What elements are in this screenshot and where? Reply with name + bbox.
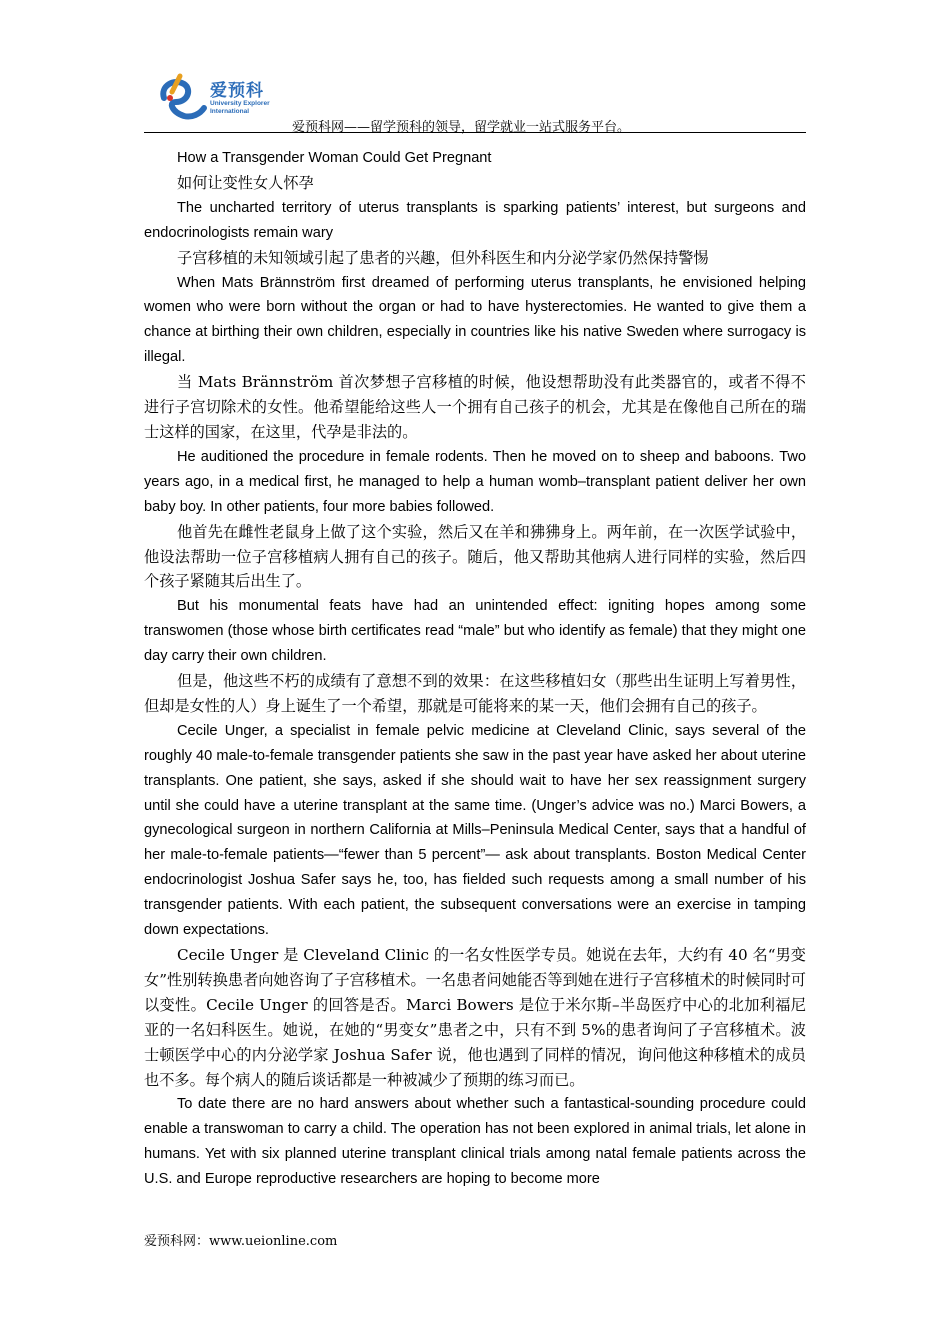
article-body (144, 146, 806, 1192)
paragraph-2-en: He auditioned the procedure in female rodents. Then he moved on to sheep and baboons. Two years ago, in a medical first, he managed to help a human womb–transplant patient deliver her own baby boy. In other patients, four more babies followed. (144, 448, 806, 515)
footer-site-url[interactable]: 爱预科网：www.ueionline.com (144, 1234, 338, 1249)
article-subtitle-cn: 子宫移植的未知领域引起了患者的兴趣，但外科医生和内分泌学家仍然保持警惕 (177, 248, 709, 267)
article-title-en: How a Transgender Woman Could Get Pregnant (177, 150, 492, 166)
paragraph-5-en: To date there are no hard answers about whether such a fantastical-sounding procedure could enable a transwoman to carry a child. The operation has not been explored in animal trials, let alone in humans. Yet with six planned uterine transplant clinical trials among natal female patients across the U.S. and Europe reproductive researchers are hoping to become more (144, 1096, 806, 1188)
header-divider (144, 132, 806, 133)
article-title-cn: 如何让变性女人怀孕 (177, 173, 314, 192)
logo-english-line2: International (210, 108, 250, 115)
paragraph-1-en: When Mats Brännström first dreamed of performing uterus transplants, he envisioned helping women who were born without the organ or had to have hysterectomies. He wanted to give them a chance at birthing their own children, especially in countries like his native Sweden where surrogacy is illegal. (144, 274, 806, 366)
site-logo[interactable] (158, 72, 288, 124)
logo-chinese-text: 爱预科 (210, 81, 264, 101)
paragraph-3-en: But his monumental feats have had an unintended effect: igniting hopes among some transwomen (those whose birth certificates read “male” but who identify as female) that they might one day carry their own children. (144, 598, 806, 665)
paragraph-1-cn: 当 Mats Brännström 首次梦想子宫移植的时候，他设想帮助没有此类器官的，或者不得不进行子宫切除术的女性。他希望能给这些人一个拥有自己孩子的机会，尤其是在像他自己所在的瑞士这样的国家，在这里，代孕是非法的。 (144, 373, 806, 441)
logo-e-icon (158, 72, 210, 124)
paragraph-4-cn: Cecile Unger 是 Cleveland Clinic 的一名女性医学专员。她说在去年，大约有 40 名“男变女”性别转换患者向她咨询了子宫移植术。一名患者问她能否等到她在进行子宫移植术的时候同时可以变性。Cecile Unger 的回答是否。Marci Bowers 是位于米尔斯–半岛医疗中心的北加利福尼亚的一名妇科医生。她说，在她的“男变女”患者之中，只有不到 5%的患者询问了子宫移植术。波士顿医学中心的内分泌学家 Joshua Safer 说，他也遇到了同样的情况，询问他这种移植术的成员也不多。每个病人的随后谈话都是一种被减少了预期的练习而已。 (144, 946, 806, 1089)
paragraph-3-cn: 但是，他这些不朽的成绩有了意想不到的效果：在这些移植妇女（那些出生证明上写着男性，但却是女性的人）身上诞生了一个希望，那就是可能将来的某一天，他们会拥有自己的孩子。 (144, 672, 806, 715)
article-subtitle-en: The uncharted territory of uterus transplants is sparking patients’ interest, but surgeons and endocrinologists remain wary (144, 199, 806, 241)
paragraph-4-en: Cecile Unger, a specialist in female pelvic medicine at Cleveland Clinic, says several of the roughly 40 male-to-female transgender patients she saw in the past year have asked her about uterine transplants. One patient, she says, asked if she should wait to have her sex reassignment surgery until she could have a uterine transplant at the same time. (Unger’s advice was no.) Marci Bowers, a gynecological surgeon in northern California at Mills–Peninsula Medical Center, says that a handful of her male-to-female patients—“fewer than 5 percent”— ask about transplants. Boston Medical Center endocrinologist Joshua Safer says he, too, has fielded such requests among a small number of his transgender patients. With each patient, the subsequent conversations were an exercise in tamping down expectations. (144, 722, 806, 939)
paragraph-2-cn: 他首先在雌性老鼠身上做了这个实验，然后又在羊和狒狒身上。两年前，在一次医学试验中，他设法帮助一位子宫移植病人拥有自己的孩子。随后，他又帮助其他病人进行同样的实验，然后四个孩子紧随其后出生了。 (144, 522, 806, 591)
header-tagline: 爱预科网——留学预科的领导，留学就业一站式服务平台。 (292, 120, 631, 135)
logo-english-line1: University Explorer (210, 100, 270, 107)
